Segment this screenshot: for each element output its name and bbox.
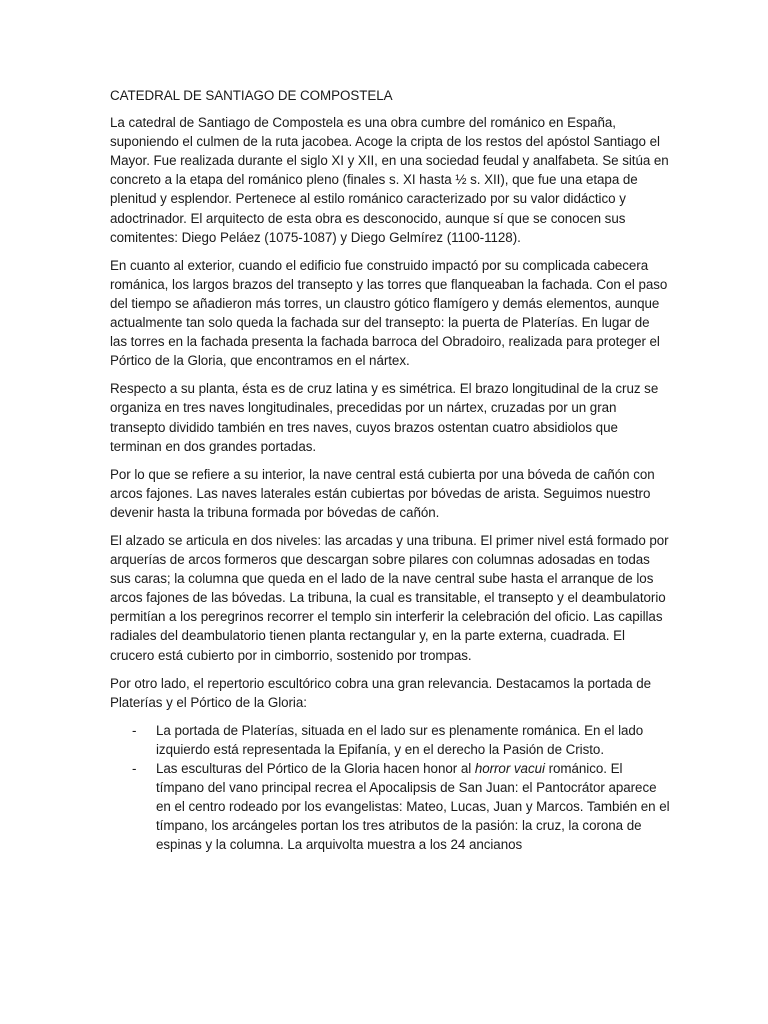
paragraph-intro: La catedral de Santiago de Compostela es una obra cumbre del románico en España, suponiendo el culmen de la ruta jacobea. Acoge la cripta de los restos del apóstol Santiago el Mayor. Fue realizada durante el siglo XI y XII, en una sociedad feudal y analfabeta. Se sitúa en concreto a la etapa del románico pleno (finales s. XI hasta ½ s. XII), que fue una etapa de plenitud y esplendor. Pertenece al estilo románico caracterizado por su valor didáctico y adoctrinador. El arquitecto de esta obra es desconocido, aunque sí que se conocen sus comitentes: Diego Peláez (1075-1087) y Diego Gelmírez (1100-1128). — [110, 115, 669, 245]
bullet-text-portico-rest: románico. El tímpano del vano principal recrea el Apocalipsis de San Juan: el Pantocrátor aparece en el centro rodeado por los evangelistas: Mateo, Lucas, Juan y Marcos. También en el tímpano, los arcángeles portan los tres atributos de la pasión: la cruz, la corona de espinas y la columna. La arquivolta muestra a los 24 ancianos — [156, 761, 670, 853]
italic-term: horror vacui — [474, 761, 545, 776]
document-body — [110, 86, 670, 854]
bullet-text-portico-start: Las esculturas del Pórtico de la Gloria hacen honor al — [156, 761, 475, 776]
paragraph-interior: Por lo que se refiere a su interior, la nave central está cubierta por una bóveda de cañón con arcos fajones. Las naves laterales están cubiertas por bóvedas de arista. Seguimos nuestro devenir hasta la tribuna formada por bóvedas de cañón. — [110, 466, 655, 520]
bullet-text-platerias: La portada de Platerías, situada en el lado sur es plenamente románica. En el lado izquierdo está representada la Epifanía, y en el derecho la Pasión de Cristo. — [156, 722, 644, 757]
bullet-list — [110, 721, 670, 855]
list-item — [110, 721, 670, 759]
bullet-marker: - — [132, 761, 137, 776]
list-item — [110, 759, 670, 854]
bullet-marker: - — [132, 722, 137, 738]
paragraph-planta: Respecto a su planta, ésta es de cruz latina y es simétrica. El brazo longitudinal de la cruz se organiza en tres naves longitudinales, precedidas por un nártex, cruzadas por un gran transepto dividido también en tres naves, cuyos brazos ostentan cuatro absidiolos que terminan en dos grandes portadas. — [110, 381, 659, 454]
paragraph-alzado: El alzado se articula en dos niveles: las arcadas y una tribuna. El primer nivel está formado por arquerías de arcos formeros que descargan sobre pilares con columnas adosadas en todas sus caras; la columna que queda en el lado de la nave central sube hasta el arranque de los arcos fajones de las bóvedas. La tribuna, la cual es transitable, el transepto y el deambulatorio permitían a los peregrinos recorrer el templo sin interferir la celebración del oficio. Las capillas radiales del deambulatorio tienen planta rectangular y, en la parte externa, cuadrada. El crucero está cubierto por in cimborrio, sostenido por trompas. — [110, 532, 669, 663]
document-title: CATEDRAL DE SANTIAGO DE COMPOSTELA — [110, 88, 393, 103]
paragraph-escultura: Por otro lado, el repertorio escultórico cobra una gran relevancia. Destacamos la portada de Platerías y el Pórtico de la Gloria: — [110, 675, 651, 710]
paragraph-exterior: En cuanto al exterior, cuando el edificio fue construido impactó por su complicada cabecera románica, los largos brazos del transepto y las torres que flanqueaban la fachada. Con el paso del tiempo se añadieron más torres, un claustro gótico flamígero y demás elementos, aunque actualmente tan solo queda la fachada sur del transepto: la puerta de Platerías. En lugar de las torres en la fachada presenta la fachada barroca del Obradoiro, realizada para proteger el Pórtico de la Gloria, que encontramos en el nártex. — [110, 257, 668, 369]
